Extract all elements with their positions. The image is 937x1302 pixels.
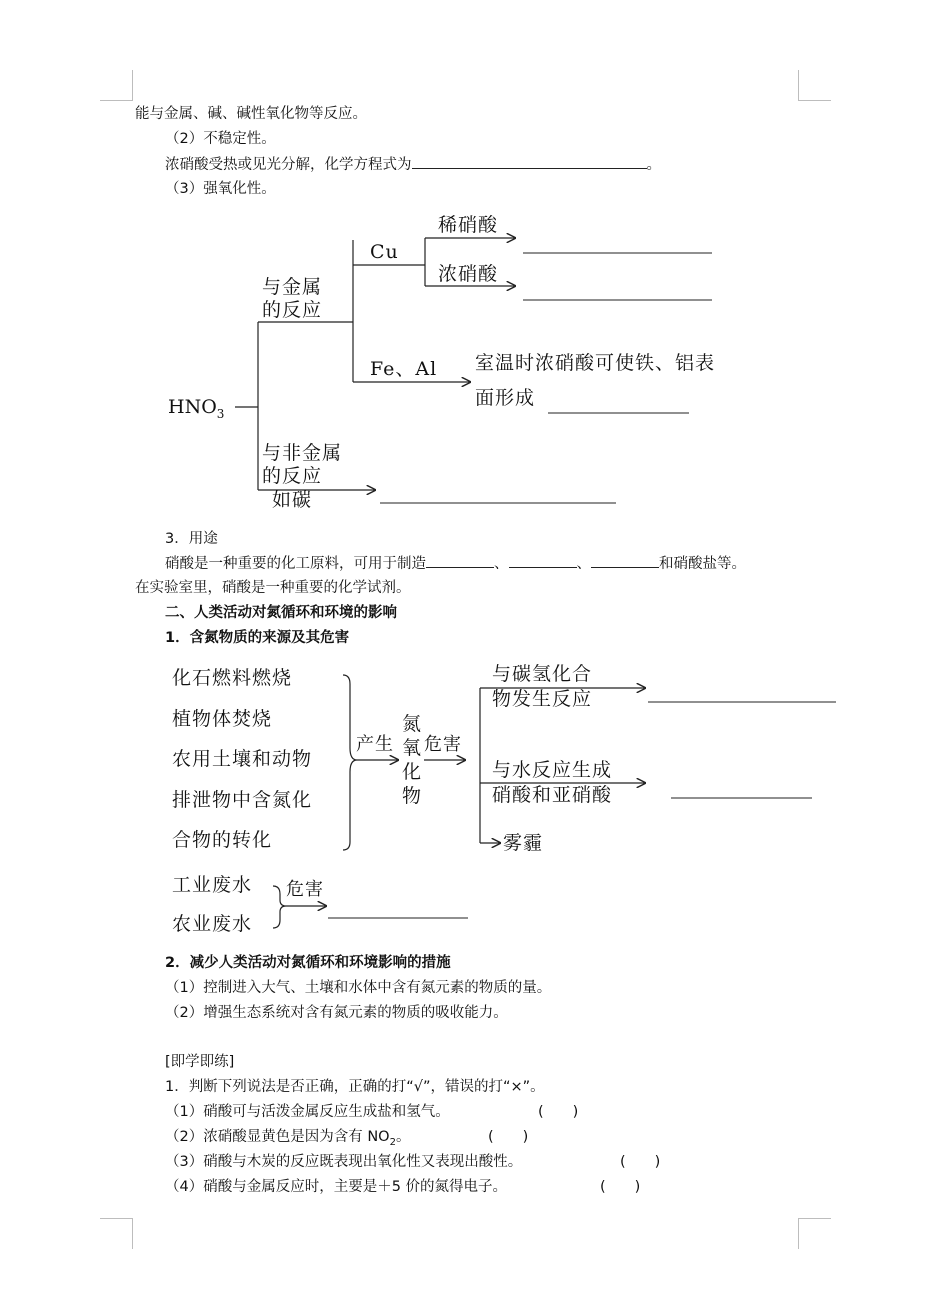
metal-branch-line1: 与金属: [262, 276, 323, 298]
effect2-line1: 与水反应生成: [492, 759, 613, 781]
practice-item-2-sub: 2: [389, 1136, 396, 1148]
source-3: 农用土壤和动物: [172, 748, 313, 770]
nonmetal-branch-line2: 的反应: [262, 465, 323, 487]
measure-item-2: （2）增强生态系统对含有氮元素的物质的吸收能力。: [165, 1005, 508, 1021]
uses-heading: 3．用途: [165, 531, 218, 547]
instability-period: 。: [646, 157, 661, 173]
source-2: 植物体焚烧: [172, 708, 273, 730]
source-1: 化石燃料燃烧: [172, 667, 293, 689]
nox-char-1: 氮: [402, 713, 423, 735]
practice-question: 1．判断下列说法是否正确，正确的打“√”，错误的打“×”。: [165, 1079, 545, 1095]
uses-line1-start: 硝酸是一种重要的化工原料，可用于制造: [165, 556, 426, 572]
uses-sep-2: 、: [576, 556, 591, 572]
carbon-label: 如碳: [272, 489, 313, 511]
concentrated-nitric: 浓硝酸: [438, 263, 499, 285]
instability-sentence: 浓硝酸受热或见光分解，化学方程式为: [165, 157, 412, 173]
uses-sep-1: 、: [494, 556, 509, 572]
nox-char-4: 物: [402, 785, 423, 807]
instability-heading: （2）不稳定性。: [165, 131, 276, 147]
intro-line: 能与金属、碱、碱性氧化物等反应。: [135, 106, 367, 122]
source-5: 合物的转化: [172, 829, 273, 851]
uses-line2: 在实验室里，硝酸是一种重要的化学试剂。: [135, 580, 411, 596]
produce-label: 产生: [356, 734, 394, 755]
practice-item-2-tail: 。: [395, 1129, 411, 1145]
metal-branch-line2: 的反应: [262, 299, 323, 321]
wastewater-industrial: 工业废水: [172, 874, 253, 896]
hno3-root: $HNO_3$: [168, 396, 225, 421]
practice-item-4: （4）硝酸与金属反应时，主要是＋5 价的氮得电子。: [165, 1179, 508, 1195]
section2-sub1: 1．含氮物质的来源及其危害: [165, 630, 350, 646]
practice-bracket-4[interactable]: ( ): [600, 1179, 641, 1195]
effect1-line1: 与碳氢化合: [492, 663, 593, 685]
practice-item-3: （3）硝酸与木炭的反应既表现出氧化性又表现出酸性。: [165, 1154, 523, 1170]
oxidizing-heading: （3）强氧化性。: [165, 181, 276, 197]
nonmetal-branch-line1: 与非金属: [262, 442, 343, 464]
practice-bracket-2[interactable]: ( ): [488, 1129, 529, 1145]
measures-heading: 2．减少人类活动对氮循环和环境影响的措施: [165, 955, 451, 971]
cu-label: Cu: [370, 241, 399, 263]
harm-label: 危害: [424, 734, 462, 755]
effect3-smog: 雾霾: [503, 832, 544, 854]
nox-char-3: 化: [402, 761, 423, 783]
effect1-line2: 物发生反应: [492, 688, 593, 710]
nox-char-2: 氧: [402, 737, 423, 759]
section2-heading: 二、人类活动对氮循环和环境的影响: [165, 605, 397, 621]
effect2-line2: 硝酸和亚硝酸: [492, 784, 613, 806]
harm2-label: 危害: [286, 879, 324, 900]
dilute-nitric: 稀硝酸: [438, 214, 499, 236]
measure-item-1: （1）控制进入大气、土壤和水体中含有氮元素的物质的量。: [165, 980, 552, 996]
practice-heading: [即学即练]: [165, 1054, 235, 1070]
practice-bracket-1[interactable]: ( ): [538, 1104, 579, 1120]
practice-bracket-3[interactable]: ( ): [620, 1154, 661, 1170]
fe-al-label: Fe、Al: [370, 358, 438, 380]
wastewater-agricultural: 农业废水: [172, 913, 253, 935]
practice-item-2: [165, 1127, 410, 1153]
source-4: 排泄物中含氮化: [172, 789, 313, 811]
passivation-line2: 面形成: [475, 387, 536, 409]
practice-item-1: （1）硝酸可与活泼金属反应生成盐和氢气。: [165, 1104, 450, 1120]
uses-line1-end: 和硝酸盐等。: [659, 556, 746, 572]
practice-item-2-text: （2）浓硝酸显黄色是因为含有 NO: [165, 1129, 390, 1145]
passivation-line1: 室温时浓硝酸可使铁、铝表: [475, 352, 716, 374]
